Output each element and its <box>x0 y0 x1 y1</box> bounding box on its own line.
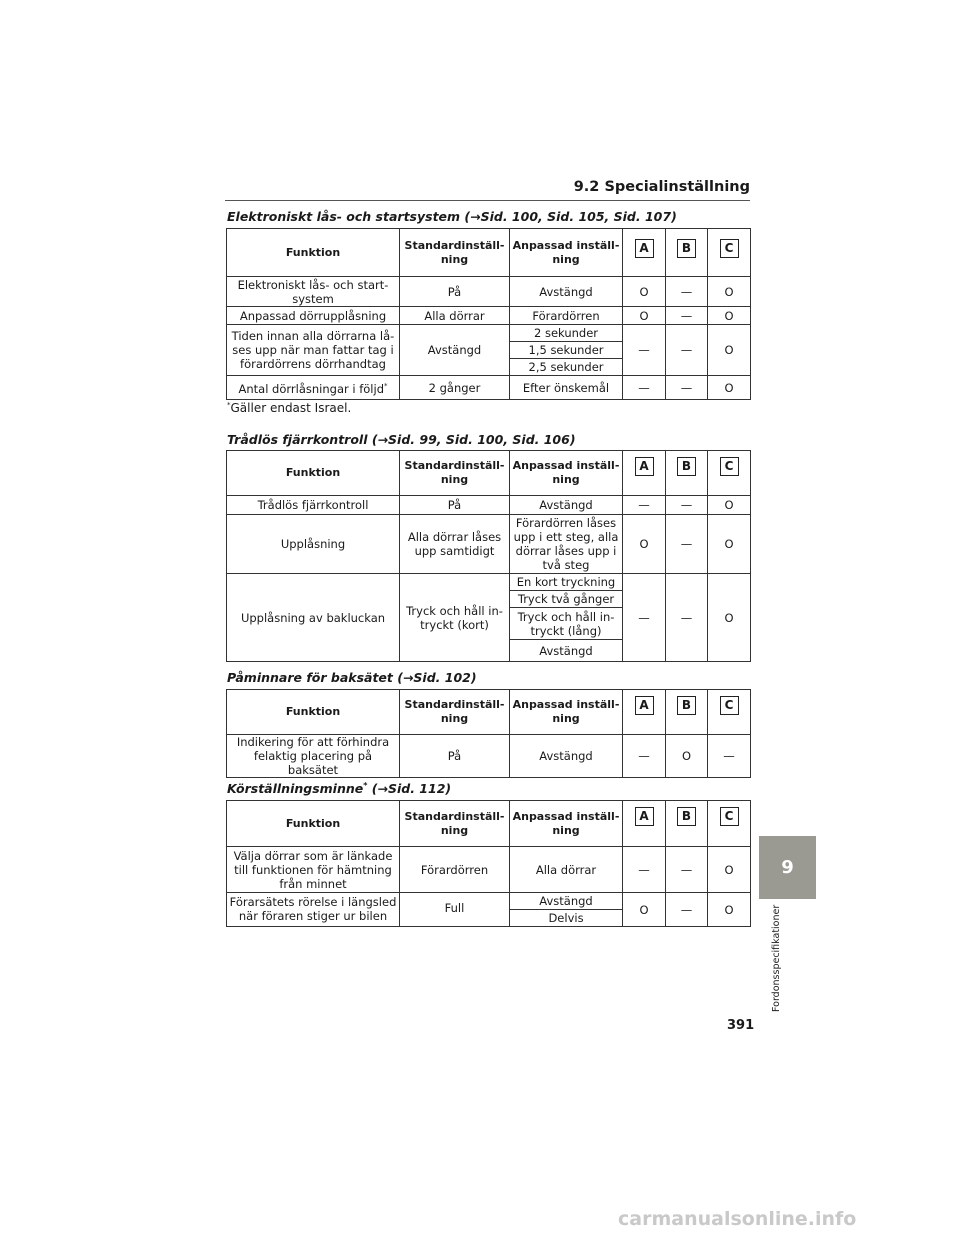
table-row: Elektroniskt lås- och start- system På Avstängd O — O <box>227 277 751 307</box>
footnote: *Gäller endast Israel. <box>227 401 352 415</box>
section-title-electronic-lock: Elektroniskt lås- och startsystem (→Sid. 100, Sid. 105, Sid. 107) <box>227 209 677 224</box>
col-standard: Standardinställ- ning <box>400 229 510 277</box>
col-a-icon: A <box>635 807 654 826</box>
table-rear-seat: Funktion Standardinställ- ning Anpassad inställ- ning A B C Indikering för att förhindra felaktig placering på baksätet På Avstängd — O — <box>226 689 751 778</box>
section-title-driving-memory: Körställningsminne* (→Sid. 112) <box>227 781 452 797</box>
table-remote: Funktion Standardinställ- ning Anpassad inställ- ning A B C Trådlös fjärrkontroll På Avstängd — — O Upplåsning Alla dörrar låses upp samtidigt Förardörren låses upp i ett steg, alla dörrar låses upp i två steg O — O Upplåsning av bakluckan Tryck och håll in- tryckt (kort) En kort tryckning — — O Tryck två gånger Tryck och håll in- tryckt (lång) Avstängd <box>226 450 751 662</box>
col-a-icon: A <box>635 457 654 476</box>
col-c-icon: C <box>720 457 739 476</box>
col-c-icon: C <box>720 807 739 826</box>
header-title: 9.2 Specialinställning <box>573 179 750 195</box>
col-funktion: Funktion <box>227 229 400 277</box>
col-b-icon: B <box>677 457 696 476</box>
chapter-tab: 9 <box>759 836 816 899</box>
table-row: Tiden innan alla dörrarna lå- ses upp när man fattar tag i förardörrens dörrhandtag Avstängd 2 sekunder — — O <box>227 325 751 342</box>
col-a-icon: A <box>635 696 654 715</box>
page-header <box>225 178 750 201</box>
chapter-side-label: Fordonsspecifikationer <box>771 904 782 1012</box>
col-a-icon: A <box>635 239 654 258</box>
col-c-icon: C <box>720 239 739 258</box>
col-anpassad: Anpassad inställ- ning <box>510 229 623 277</box>
table-row: Välja dörrar som är länkade till funktionen för hämtning från minnet Förardörren Alla dörrar — — O <box>227 847 751 893</box>
col-b-icon: B <box>677 807 696 826</box>
table-row: Indikering för att förhindra felaktig placering på baksätet På Avstängd — O — <box>227 735 751 778</box>
col-b-icon: B <box>677 239 696 258</box>
table-row: Anpassad dörrupplåsning Alla dörrar Förardörren O — O <box>227 307 751 325</box>
table-row: Förarsätets rörelse i längsled när föraren stiger ur bilen Full Avstängd O — O <box>227 893 751 910</box>
watermark: carmanualsonline.info <box>618 1208 857 1230</box>
table-row: Upplåsning Alla dörrar låses upp samtidigt Förardörren låses upp i ett steg, alla dörrar låses upp i två steg O — O <box>227 515 751 574</box>
table-row: Antal dörrlåsningar i följd* 2 gånger Efter önskemål — — O <box>227 376 751 400</box>
table-driving-memory: Funktion Standardinställ- ning Anpassad inställ- ning A B C Välja dörrar som är länkade till funktionen för hämtning från minnet Förardörren Alla dörrar — — O Förarsätets rörelse i längsled när föraren stiger ur bilen Full Avstängd O — O Delvis <box>226 800 751 927</box>
table-electronic-lock: Funktion Standardinställ- ning Anpassad inställ- ning A B C Elektroniskt lås- och start- system På Avstängd O — O Anpassad dörrupplåsning Alla dörrar Förardörren O — O Tiden innan alla dörrarna lå- ses upp när man fattar tag i förardörrens dörrhandtag Avstängd 2 sekunder — — O 1,5 sekunder 2,5 sekunder Antal dörrlåsningar i följd* 2 gånger Efter önskemål — — O <box>226 228 751 400</box>
table-row: Upplåsning av bakluckan Tryck och håll in- tryckt (kort) En kort tryckning — — O <box>227 574 751 591</box>
col-c-icon: C <box>720 696 739 715</box>
page-number: 391 <box>727 1018 755 1033</box>
table-row: Trådlös fjärrkontroll På Avstängd — — O <box>227 496 751 515</box>
col-b-icon: B <box>677 696 696 715</box>
section-title-rear-seat: Påminnare för baksätet (→Sid. 102) <box>227 670 477 685</box>
section-title-remote: Trådlös fjärrkontroll (→Sid. 99, Sid. 100, Sid. 106) <box>227 432 576 447</box>
